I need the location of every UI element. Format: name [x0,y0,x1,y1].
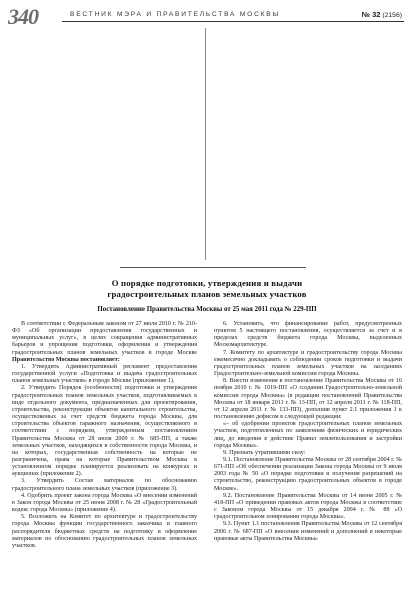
paragraph-text: «– об одобрении проектов градостроительных планов земельных участков, подготовленных по заявлениям физических и юридических лиц, до введения в действие Правил землепользования и застройки города Москвы». [214,421,402,449]
paragraph-text: 5. Возложить на Комитет по архитектуре и градостроительству города Москвы функции государственного заказчика и главного распорядителя бюджетных средств на подготовку и оформление материалов по обоснованию градостроительных планов земельных участков. [12,514,197,549]
paragraph-text: 1. Утвердить Административный регламент предоставления государственной услуги «Подготовка и выдача градостроительных планов земельных участков» в городе Москве (приложение 1). [12,363,197,385]
title-line-2: градостроительных планов земельных участков [107,289,307,299]
paragraph [12,514,197,550]
paragraph [12,321,197,364]
page-number: 340 [8,4,38,29]
paragraph-text: 4. Одобрить проект закона города Москвы «О внесении изменений в Закон города Москвы от 25 июня 2008 г. № 28 «Градостроительный кодекс города Москвы» (приложение 4). [12,492,197,514]
paragraph-text: 6. Установить, что финансирование работ, предусмотренных пунктом 5 настоящего постановления, осуществляется за счет и в пределах средств бюджета города Москвы, выделенных Москомархитектуре. [214,321,402,349]
issue-number [362,10,402,19]
paragraph [214,457,402,493]
paragraph-text: 2. Утвердить Порядок (особенности) подготовки и утверждения градостроительных планов земельных участков, подготавливаемых в виде отдельного документа, предназначенных для проектирования, строительства, реконструкции объектов капитального строительства, осуществляемых за счет средств бюджета города Москвы, для строительства объектов гаражного назначения, осуществляемого в соответствии с порядком, утвержденным постановлением Правительства Москвы от 28 июля 2009 г. № 685-ПП, а также земельных участков, находящихся в собственности города Москвы, и на которых, государственная собственность на которые не разграничена, права на которые Правительством Москвы в установленном порядке планируется реализовать на конкурсах и аукционах (приложение 2). [12,385,197,478]
paragraph [214,321,402,350]
paragraph-text: 9.1. Постановление Правительства Москвы от 28 сентября 2004 г. № 671-ПП «Об обеспечении реализации Закона города Москвы от 9 июля 2003 года № 50 «О порядке подготовки и получения разрешений на строительство, реконструкцию градостроительных объектов в городе Москве». [214,456,402,492]
paragraph [12,385,197,478]
paragraph [214,421,402,450]
paragraph-text: 9. Признать утратившими силу: [223,449,306,456]
paragraph [214,521,402,542]
paragraph [12,478,197,492]
page-header [0,0,414,34]
issue-label: № 32 [361,10,381,19]
issue-total: (2156) [382,12,402,19]
paragraph-text: 3. Утвердить Состав материалов по обоснованию градостроительного плана земельных участков (приложение 3). [12,478,197,492]
paragraph [214,378,402,421]
document-subtitle: Постановление Правительства Москвы от 25 мая 2011 года № 229-ПП [97,306,317,313]
title-line-1: О порядке подготовки, утверждения и выдачи [111,278,303,288]
paragraph-text: 9.2. Постановление Правительства Москвы от 14 июня 2005 г. № 418-ПП «О приведении правовых актов города Москвы в соответствие с Законом города Москвы от 15 декабря 2004 г. № 88 «О градостроительном зонировании города Москвы». [214,492,402,521]
right-column [214,321,402,543]
document-title [40,278,374,300]
paragraph-bold: Правительство Москвы постановляет: [12,356,120,363]
paragraph [214,493,402,522]
paragraph-text: 9.3. Пункт 1.1 постановления Правительства Москвы от 12 сентября 2006 г. № 687-ПП «О внесении изменений и дополнений в некоторые правовые акты Правительства Москвы» [214,521,402,542]
paragraph-text: 8. Внести изменения в постановление Правительства Москвы от 16 ноября 2010 г. № 1019-ПП «О создании Градостроительно-земельной комиссии города Москвы» (в редакции постановлений Правительства Москвы от 18 января 2011 г. № 13-ПП, от 12 апреля 2011 г. № 118-ПП, от 12 апреля 2011 г. № 133-ПП), дополнив пункт 2.1 приложения 1 к постановлению дефисом в следующей редакции: [214,378,402,421]
journal-title: ВЕСТНИК МЭРА И ПРАВИТЕЛЬСТВА МОСКВЫ [70,11,281,18]
header-rule [62,21,404,22]
paragraph [214,350,402,379]
left-column [12,321,197,550]
title-separator [120,267,306,268]
column-divider-upper [205,28,206,260]
paragraph-text: В соответствии с Федеральным законом от 27 июля 2010 г. № 210-ФЗ «Об организации предоставления государственных и муниципальных услуг», в целях сокращения административных барьеров и упрощения подготовки, оформления и утверждения градостроительных планов земельных участков в городе Москве [12,321,197,356]
paragraph [12,493,197,514]
paragraph [214,450,402,457]
paragraph [12,364,197,385]
paragraph-text: 7. Комитету по архитектуре и градостроительству города Москвы ежемесячно докладывать о соблюдении сроков подготовки и выдачи градостроительных планов земельных участков на заседаниях Градостроительно-земельной комиссии города Москвы. [214,349,402,378]
